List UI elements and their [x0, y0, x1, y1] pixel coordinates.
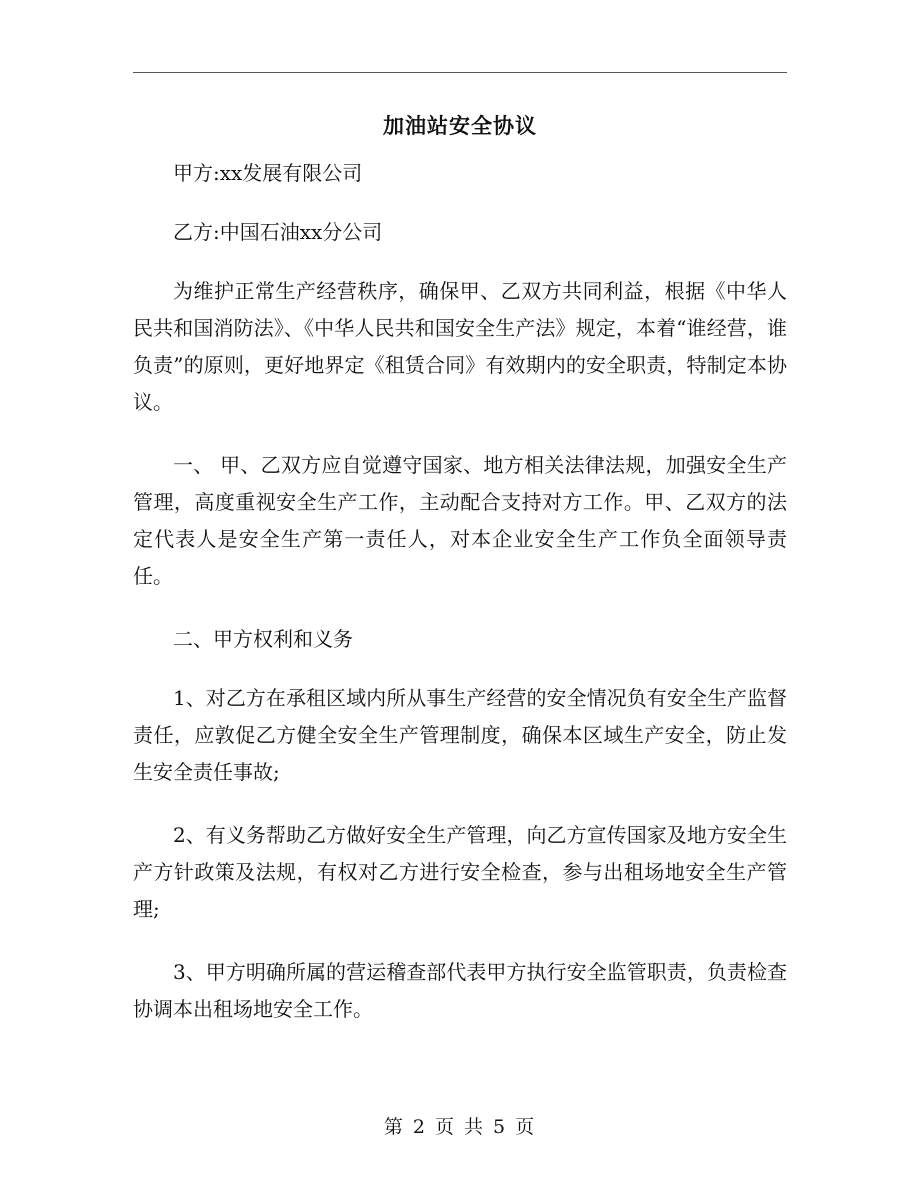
paragraph-item-3: 3、甲方明确所属的营运稽查部代表甲方执行安全监管职责，负责检查协调本出租场地安全工作。: [133, 960, 787, 1021]
paragraph-intro: 为维护正常生产经营秩序，确保甲、乙双方共同利益，根据《中华人民共和国消防法》、《中华人民共和国安全生产法》规定，本着“谁经营，谁负责”的原则，更好地界定《租赁合同》有效期内的安全职责，特制定本协议。: [133, 279, 787, 414]
paragraph-item-1: 1、对乙方在承租区域内所从事生产经营的安全情况负有安全生产监督责任，应敦促乙方健全安全生产管理制度，确保本区域生产安全，防止发生安全责任事故;: [133, 686, 787, 784]
document-title: 加油站安全协议: [383, 113, 537, 138]
paragraph-section-1: 一、 甲、乙双方应自觉遵守国家、地方相关法律法规，加强安全生产管理，高度重视安全生产工作，主动配合支持对方工作。甲、乙双方的法定代表人是安全生产第一责任人，对本企业安全生产工作负全面领导责任。: [133, 453, 787, 588]
party-b-line: 乙方:中国石油xx分公司: [173, 220, 383, 244]
section-heading-2: 二、甲方权利和义务: [173, 627, 353, 651]
header-rule: [133, 72, 787, 73]
document-body: [133, 155, 787, 1054]
party-a-line: 甲方:xx发展有限公司: [173, 161, 363, 185]
paragraph-item-2: 2、有义务帮助乙方做好安全生产管理，向乙方宣传国家及地方安全生产方针政策及法规，有权对乙方进行安全检查，参与出租场地安全生产管理;: [133, 823, 787, 921]
page-number-footer: 第 2 页 共 5 页: [383, 1116, 537, 1138]
